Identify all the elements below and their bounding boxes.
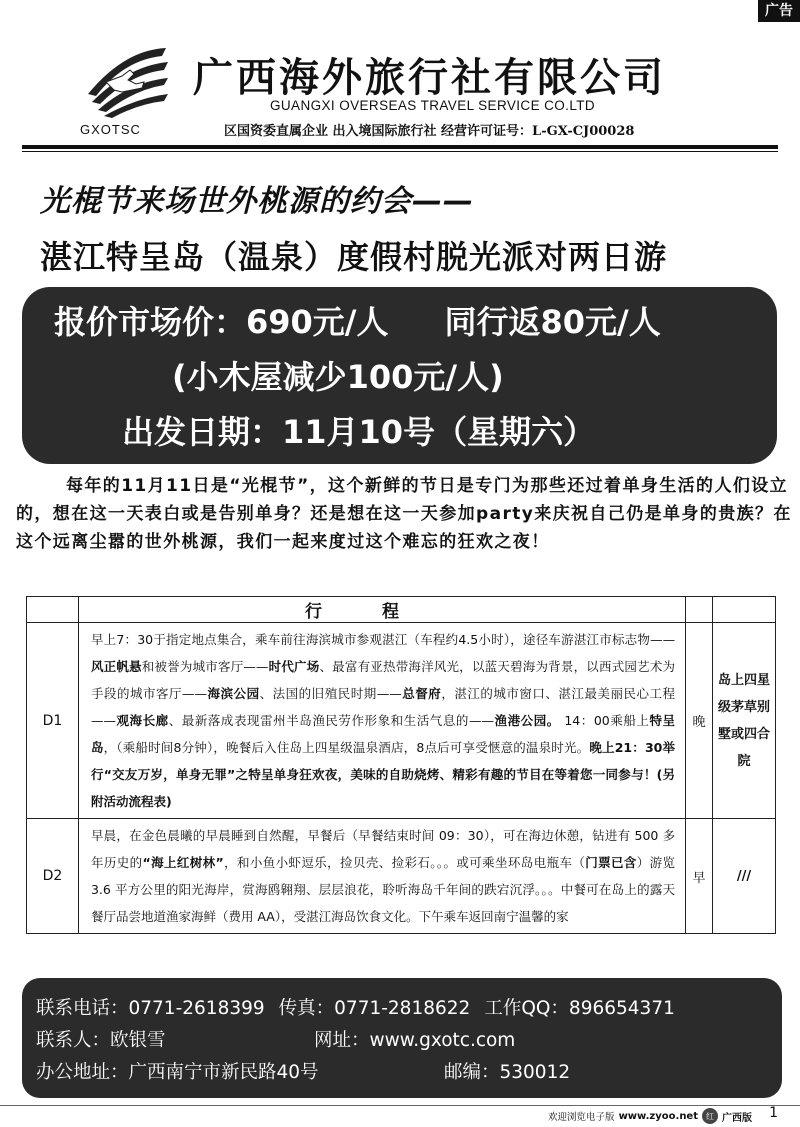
footer-brand: 广西版 [722,1112,752,1124]
contact-banner [22,978,782,1098]
price-line [54,297,661,343]
page-number: 1 [769,1105,778,1121]
footer-site: www.zyoo.net [618,1110,698,1122]
table-row [27,623,776,819]
footer-note: 欢迎浏览电子版 [548,1112,615,1123]
day-label: D2 [27,819,79,934]
highlight-text: 时代广场 [268,659,320,674]
company-name-en: GUANGXI OVERSEAS TRAVEL SERVICE CO.LTD [270,98,596,113]
intro-text: 每年的11月11日是“光棍节”，这个新鲜的节日是专门为那些还过着单身生活的人们设立的，想在这一天表白或是告别单身？还是想在这一天参加party来庆祝自己仍是单身的贵族？在这个远离尘嚣的世外桃源，我们一起来度过这个难忘的狂欢之夜！ [16,476,792,552]
highlight-text: 特呈岛 [90,713,676,755]
company-header [28,38,778,153]
header-blank-cell [713,597,776,623]
highlight-text: 晚上21：30举行“交友万岁，单身无罪”之特呈单身狂欢夜，美味的自助烧烤、精彩有趣的节目在等着您一同参与！(另附活动流程表) [90,740,676,809]
company-name-cn: 广西海外旅行社有限公司 [193,55,666,101]
header-blank-cell [27,597,79,623]
itinerary-header-row [27,597,776,623]
license-info: 区国资委直属企业 出入境国际旅行社 经营许可证号：L-GX-CJ00028 [224,124,635,139]
day-description [78,819,685,934]
contact-person: 联系人：欧银雪 [36,1030,166,1051]
day-label: D1 [27,623,79,819]
description-text: 和被誉为城市客厅—— [141,659,269,674]
fax: 传真：0771-2818622 [278,998,471,1019]
website: 网址：www.gxotc.com [314,1030,516,1051]
header-divider [22,145,778,149]
headline-line1: 光棍节来场世外桃源的约会—— [40,184,474,219]
highlight-text: 观海长廊 [115,713,169,728]
highlight-text: 风正帆悬 [90,659,142,674]
header-blank-cell [686,597,713,623]
meal-cell: 早 [686,819,713,934]
intro-paragraph [16,472,794,556]
description-text: 、最富有亚热带海洋风光，以蓝天碧海为背景，以西式园艺术为手段的城市客厅—— [90,659,676,701]
highlight-text: “海上红树林” [142,855,224,870]
description-text: 、最新落成表现雷州半岛渔民劳作形象和生活气息的—— [168,713,494,728]
cabin-discount: (小木屋减少100元/人) [172,358,504,396]
itinerary-header: 行程 [78,597,685,623]
highlight-text: 总督府 [401,686,442,701]
qq: 工作QQ：896654371 [484,998,675,1019]
description-text: ，湛江的城市窗口、湛江最美丽民心工程—— [90,686,676,728]
footer-divider [0,1105,800,1106]
hotel-cell: /// [713,819,776,934]
postcode: 邮编：530012 [444,1062,571,1083]
table-row [27,819,776,934]
departure-date: 出发日期：11月10号（星期六） [122,413,596,451]
description-text: 早晨，在金色晨曦的早晨睡到自然醒，早餐后（早餐结束时间 09：30），可在海边休憩，钻进有 500 多年历史的 [90,828,676,870]
footer [548,1108,770,1124]
logo-text: GXOTSC [80,122,141,137]
description-text: 、法国的旧殖民时期—— [259,686,402,701]
description-text: ，（乘船时间8分钟），晚餐后入住岛上四星级温泉酒店，8点后可享受惬意的温泉时光。 [103,740,590,755]
market-price: 报价市场价：690元/人 [54,303,389,341]
price-banner [22,287,777,464]
headline-line2: 湛江特呈岛（温泉）度假村脱光派对两日游 [40,238,668,276]
day-description [78,623,685,819]
itinerary-table [26,596,776,934]
description-text: ）游览 3.6 平方公里的阳光海岸，赏海鸥翱翔、层层浪花，聆听海岛千年间的跌宕沉浮。。。中餐可在岛上的露天餐厅品尝地道渔家海鲜（费用 AA），受湛江海岛饮食文化。下午乘车返回南宁温馨的家 [90,855,676,924]
address: 办公地址：广西南宁市新民路40号 [36,1062,319,1083]
rebate-price: 同行返80元/人 [444,303,661,341]
highlight-text: 门票已含 [585,855,637,870]
meal-cell: 晚 [686,623,713,819]
hotel-cell: 岛上四星级茅草别墅或四合院 [713,623,776,819]
ad-tag: 广告 [758,0,800,22]
phone: 联系电话：0771-2618399 [36,998,265,1019]
contact-line1 [36,994,675,1020]
footer-badge-icon: 红 [702,1108,718,1124]
highlight-text: 渔港公园。 [493,713,560,728]
description-text: 14：00乘船上 [559,713,650,728]
highlight-text: 海滨公园 [207,686,260,701]
header-divider-thin [22,151,778,152]
description-text: ，和小鱼小虾逗乐，捡贝壳、捡彩石。。。或可乘坐环岛电瓶车（ [223,855,586,870]
description-text: 早上7：30于指定地点集合，乘车前往海滨城市参观湛江（车程约4.5小时），途径车游湛江市标志物—— [90,632,676,647]
